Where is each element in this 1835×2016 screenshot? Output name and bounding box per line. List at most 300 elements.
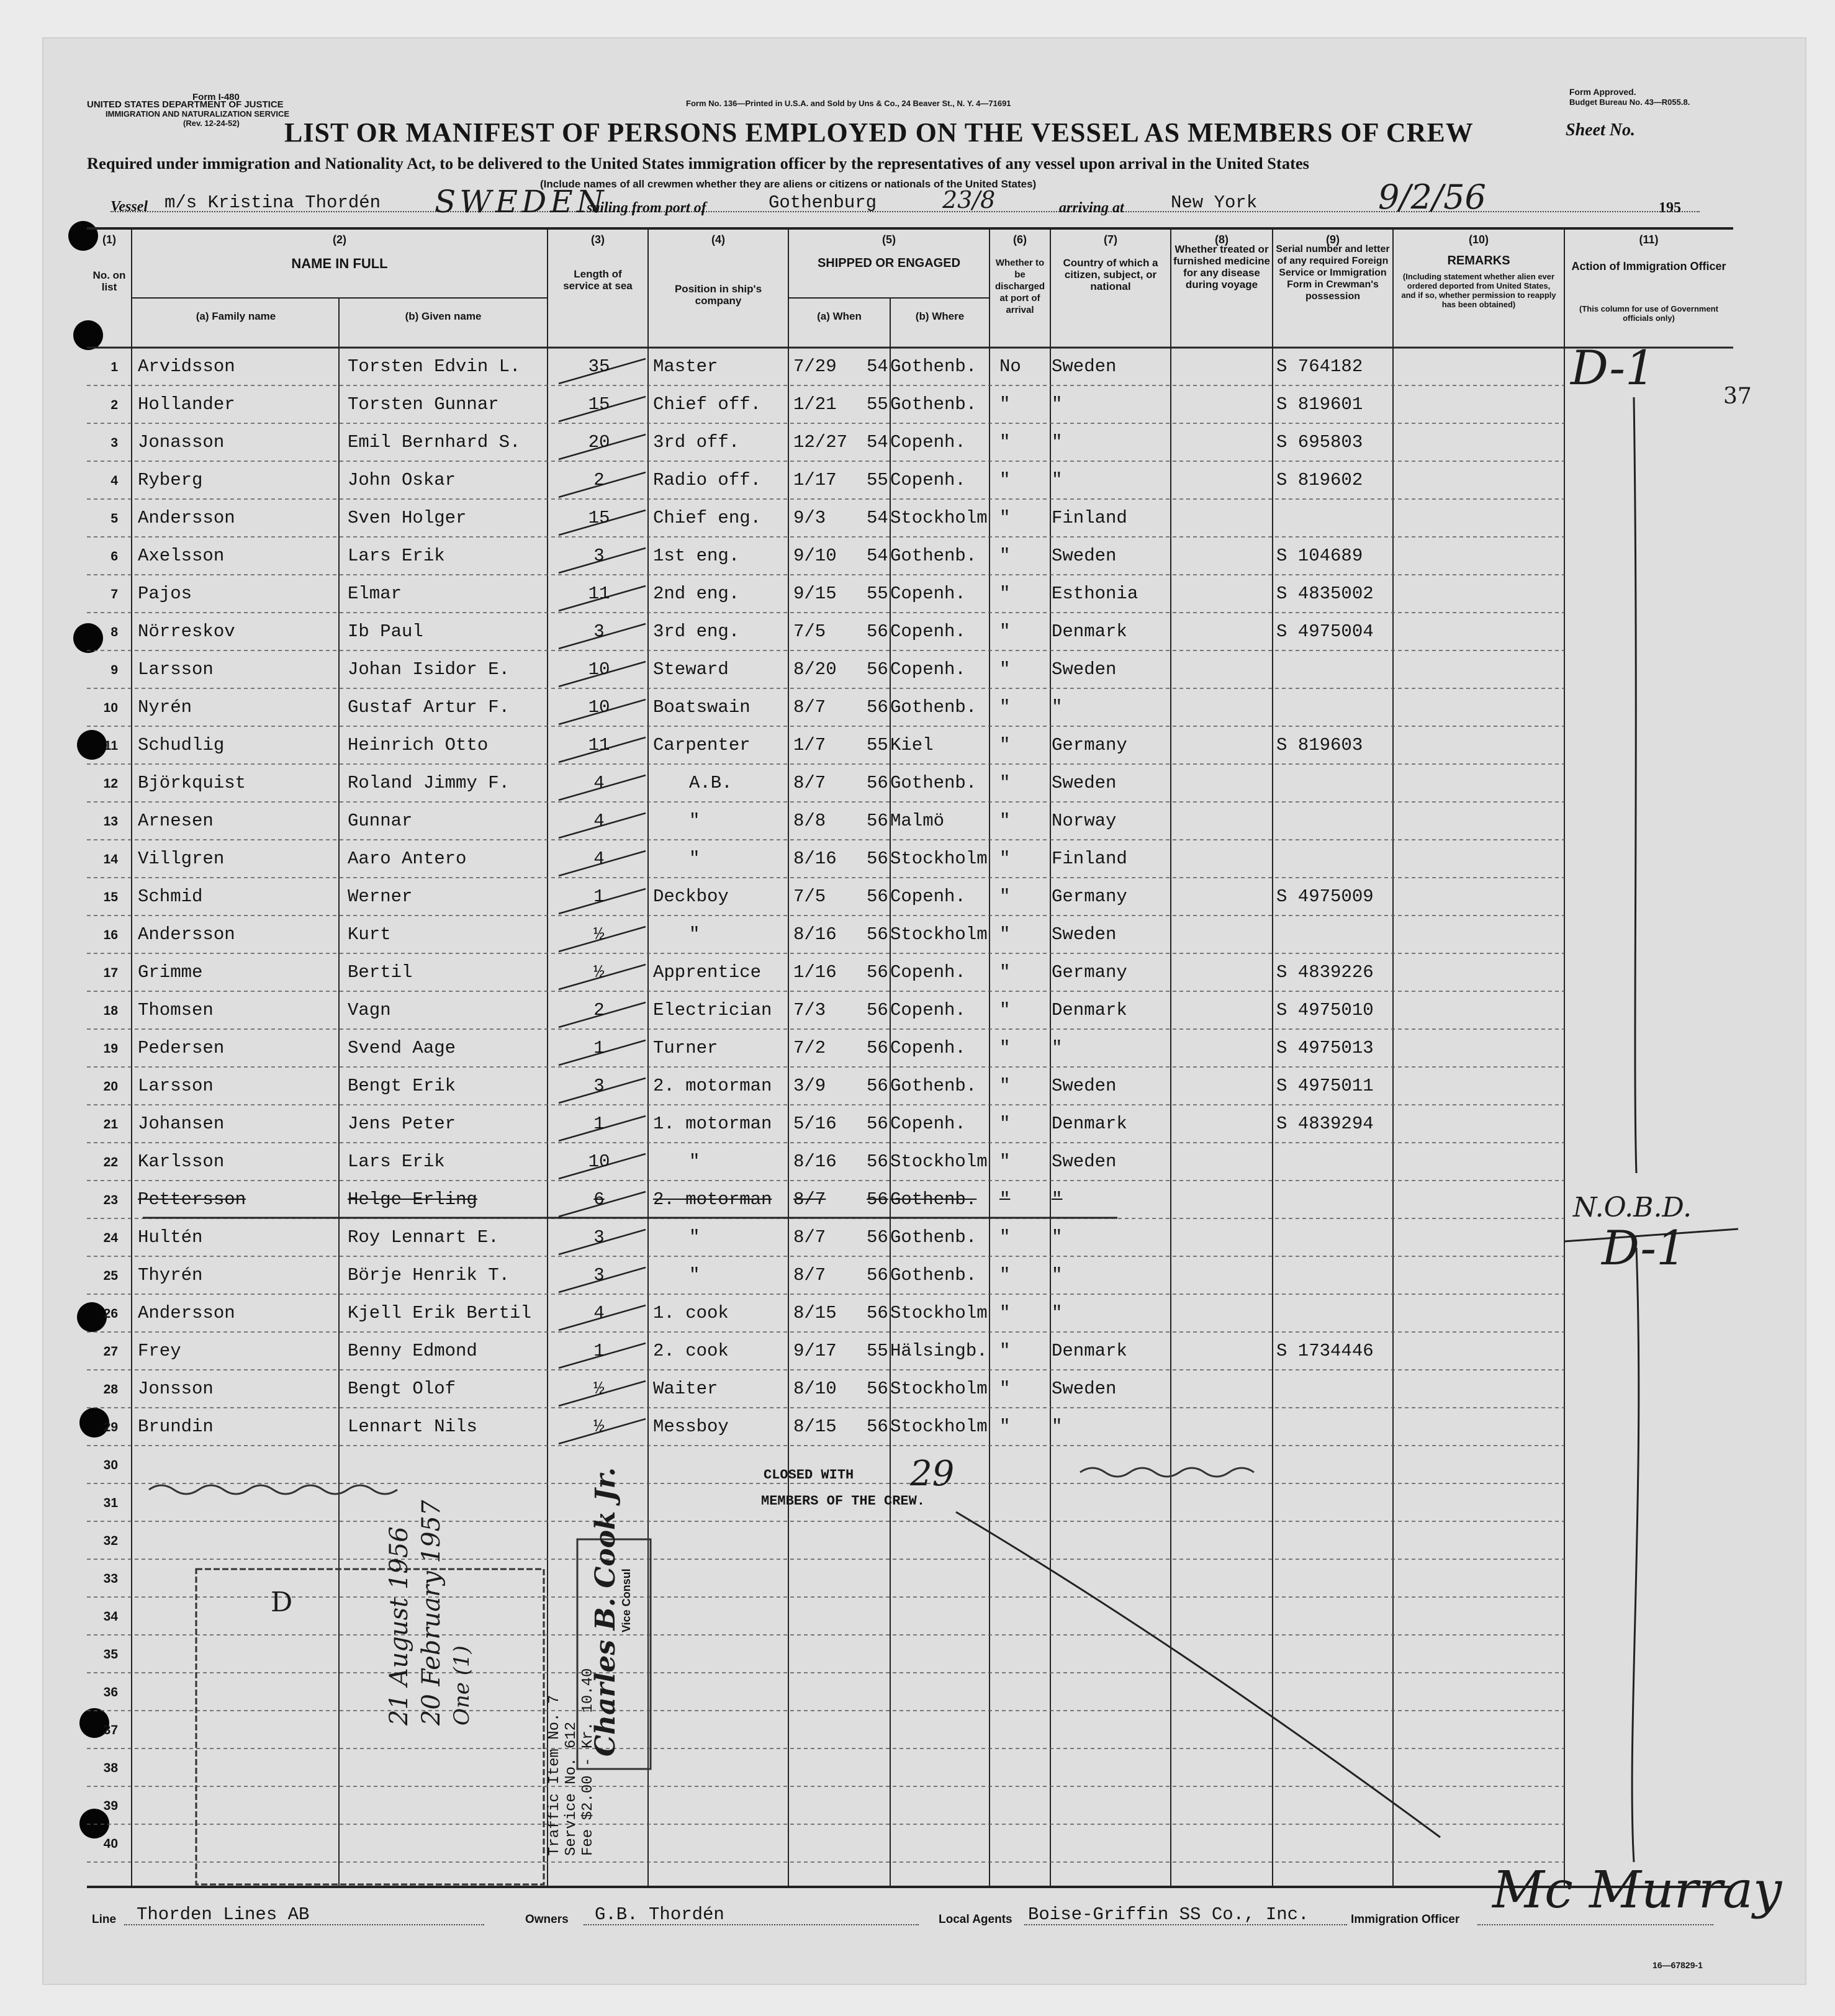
- family-name: Brundin: [138, 1416, 214, 1437]
- family-name: Johansen: [138, 1114, 225, 1134]
- given-name: Heinrich Otto: [348, 735, 489, 755]
- given-name: Roy Lennart E.: [348, 1227, 499, 1248]
- row-number: 22: [103, 1155, 118, 1169]
- shipped-where: Malmö: [890, 811, 945, 831]
- shipped-where: Stockholm: [890, 848, 988, 869]
- col-num-1: (1): [102, 233, 116, 246]
- consular-stamp: [372, 1500, 474, 1726]
- shipped-when: 7/2: [793, 1038, 826, 1058]
- row-number: 37: [103, 1723, 118, 1737]
- traffic-item: Traffic Item No. 7: [546, 1694, 563, 1856]
- length-of-service: 3: [593, 621, 605, 642]
- discharged: ": [999, 1341, 1011, 1361]
- shipped-year: 56: [867, 886, 888, 907]
- shipped-year: 56: [867, 1076, 888, 1096]
- shipped-year: 55: [867, 583, 888, 604]
- family-name: Pedersen: [138, 1038, 225, 1058]
- length-of-service: ½: [593, 962, 605, 983]
- header-action: Action of Immigration Officer: [1571, 260, 1726, 272]
- family-name: Larsson: [138, 1076, 214, 1096]
- shipped-year: 56: [867, 697, 888, 718]
- shipped-where: Gothenb.: [890, 546, 977, 566]
- col-num-3: (3): [591, 233, 605, 246]
- form-number: Form I-480: [192, 92, 240, 102]
- header-given-name: (b) Given name: [405, 310, 482, 322]
- length-of-service: 35: [588, 356, 610, 377]
- sail-date-handwritten: 23/8: [942, 186, 996, 214]
- length-of-service: 11: [588, 735, 610, 755]
- serial-number: S 695803: [1276, 432, 1363, 452]
- given-name: Börje Henrik T.: [348, 1265, 510, 1285]
- row-number: 35: [103, 1647, 118, 1662]
- family-name: Andersson: [138, 924, 235, 945]
- stamp-letter: D: [271, 1586, 293, 1618]
- shipped-where: Gothenb.: [890, 1265, 977, 1285]
- length-of-service: 11: [588, 583, 610, 604]
- shipped-when: 7/3: [793, 1000, 826, 1020]
- position: 1. cook: [653, 1303, 729, 1323]
- family-name: Andersson: [138, 508, 235, 528]
- shipped-when: 1/21: [793, 394, 837, 415]
- discharged: ": [999, 1114, 1011, 1134]
- serial-number: S 4839294: [1276, 1114, 1374, 1134]
- length-of-service: 2: [593, 1000, 605, 1020]
- shipped-where: Copenh.: [890, 1000, 966, 1020]
- family-name: Villgren: [138, 848, 225, 869]
- family-name: Larsson: [138, 659, 214, 680]
- row-number: 36: [103, 1685, 118, 1699]
- shipped-where: Gothenb.: [890, 1076, 977, 1096]
- length-of-service: 1: [593, 1341, 605, 1361]
- service-name: IMMIGRATION AND NATURALIZATION SERVICE: [106, 109, 290, 119]
- position: 2. motorman: [653, 1189, 772, 1210]
- row-number: 30: [103, 1458, 118, 1472]
- row-number: 29: [103, 1420, 118, 1434]
- shipped-year: 55: [867, 1341, 888, 1361]
- country: Denmark: [1052, 1341, 1127, 1361]
- row-number: 25: [103, 1269, 118, 1283]
- position: Master: [653, 356, 718, 377]
- country: Germany: [1052, 962, 1127, 983]
- position: ": [689, 1265, 700, 1285]
- header-country: Country of which a citizen, subject, or national: [1063, 257, 1158, 292]
- header-discharged: Whether to be discharged at port of arrival: [994, 258, 1045, 315]
- discharged: ": [999, 811, 1011, 831]
- stamp-date-2: 20 February 1957: [417, 1500, 446, 1726]
- shipped-when: 1/17: [793, 470, 837, 490]
- discharged: ": [999, 1151, 1011, 1172]
- action-d1-mid: D-1: [1602, 1220, 1687, 1276]
- shipped-where: Copenh.: [890, 432, 966, 452]
- given-name: Bengt Olof: [348, 1379, 456, 1399]
- shipped-year: 54: [867, 432, 888, 452]
- footer-code: 16—67829-1: [1652, 1960, 1703, 1970]
- department: UNITED STATES DEPARTMENT OF JUSTICE: [87, 99, 284, 110]
- discharged: ": [999, 1265, 1011, 1285]
- length-of-service: 10: [588, 1151, 610, 1172]
- discharged: ": [999, 470, 1011, 490]
- family-name: Björkquist: [138, 773, 246, 793]
- length-of-service: 2: [593, 470, 605, 490]
- position: ": [689, 1227, 700, 1248]
- shipped-when: 8/16: [793, 1151, 837, 1172]
- row-number: 17: [103, 966, 118, 980]
- row-number: 15: [103, 890, 118, 904]
- discharged: ": [999, 1379, 1011, 1399]
- row-number: 39: [103, 1799, 118, 1813]
- length-of-service: 4: [593, 1303, 605, 1323]
- country: Esthonia: [1052, 583, 1138, 604]
- given-name: Lars Erik: [348, 546, 445, 566]
- family-name: Arvidsson: [138, 356, 235, 377]
- length-of-service: 15: [588, 508, 610, 528]
- length-of-service: 3: [593, 1076, 605, 1096]
- given-name: Vagn: [348, 1000, 391, 1020]
- header-no-on-list: No. on list: [92, 269, 126, 293]
- header-family-name: (a) Family name: [196, 310, 276, 322]
- length-of-service: 3: [593, 1265, 605, 1285]
- stamp-date-3: One (1): [449, 1645, 474, 1726]
- discharged: ": [999, 886, 1011, 907]
- discharged: ": [999, 924, 1011, 945]
- shipped-year: 54: [867, 356, 888, 377]
- position: Steward: [653, 659, 729, 680]
- serial-number: S 4975013: [1276, 1038, 1374, 1058]
- stamp-date-1: 21 August 1956: [385, 1526, 413, 1726]
- length-of-service: 15: [588, 394, 610, 415]
- position: 2. motorman: [653, 1076, 772, 1096]
- discharged: ": [999, 394, 1011, 415]
- shipped-when: 1/16: [793, 962, 837, 983]
- position: Waiter: [653, 1379, 718, 1399]
- country: Sweden: [1052, 356, 1117, 377]
- country: Sweden: [1052, 1076, 1117, 1096]
- shipped-when: 7/29: [793, 356, 837, 377]
- shipped-when: 8/7: [793, 1265, 826, 1285]
- col-num-11: (11): [1639, 233, 1659, 246]
- shipped-when: 8/10: [793, 1379, 837, 1399]
- closed-with-label: CLOSED WITH: [764, 1467, 854, 1483]
- officer-signature: Mc Murray: [1492, 1861, 1782, 1920]
- row-number: 28: [103, 1382, 118, 1397]
- family-name: Pajos: [138, 583, 192, 604]
- shipped-when: 3/9: [793, 1076, 826, 1096]
- family-name: Jonasson: [138, 432, 225, 452]
- shipped-when: 8/8: [793, 811, 826, 831]
- fee-stamp: [546, 1668, 597, 1856]
- page-title: LIST OR MANIFEST OF PERSONS EMPLOYED ON THE VESSEL AS MEMBERS OF CREW: [284, 117, 1474, 148]
- col-num-9: (9): [1326, 233, 1340, 246]
- row-number: 4: [110, 474, 118, 488]
- discharged: ": [999, 508, 1011, 528]
- length-of-service: 1: [593, 1038, 605, 1058]
- year-label: 195: [1659, 200, 1681, 216]
- family-name: Nyrén: [138, 697, 192, 718]
- country: Denmark: [1052, 621, 1127, 642]
- country: Finland: [1052, 508, 1127, 528]
- shipped-year: 56: [867, 621, 888, 642]
- shipped-when: 8/7: [793, 1227, 826, 1248]
- row-number: 9: [110, 663, 118, 677]
- shipped-where: Stockholm: [890, 1303, 988, 1323]
- shipped-where: Gothenb.: [890, 773, 977, 793]
- row-number: 38: [103, 1761, 118, 1775]
- country: ": [1052, 1265, 1063, 1285]
- shipped-when: 7/5: [793, 886, 826, 907]
- serial-number: S 1734446: [1276, 1341, 1374, 1361]
- country: Sweden: [1052, 1151, 1117, 1172]
- shipped-year: 55: [867, 394, 888, 415]
- country: Sweden: [1052, 924, 1117, 945]
- closed-count: 29: [910, 1454, 955, 1494]
- col-num-6: (6): [1013, 233, 1027, 246]
- discharged: ": [999, 621, 1011, 642]
- consul-signature: [590, 1467, 632, 1757]
- family-name: Pettersson: [138, 1189, 246, 1210]
- given-name: Svend Aage: [348, 1038, 456, 1058]
- row-number: 12: [103, 776, 118, 791]
- country: Sweden: [1052, 546, 1117, 566]
- row-number: 10: [103, 701, 118, 715]
- discharged: ": [999, 1416, 1011, 1437]
- given-name: Torsten Edvin L.: [348, 356, 521, 377]
- header-length: Length of service at sea: [563, 268, 633, 292]
- shipped-when: 8/20: [793, 659, 837, 680]
- discharged: ": [999, 1303, 1011, 1323]
- agents-label: Local Agents: [939, 1913, 1012, 1926]
- printer-line: Form No. 136—Printed in U.S.A. and Sold by Uns & Co., 24 Beaver St., N. Y. 4—71691: [686, 99, 1011, 108]
- shipped-year: 56: [867, 659, 888, 680]
- given-name: Torsten Gunnar: [348, 394, 499, 415]
- col-num-10: (10): [1468, 233, 1489, 246]
- country: ": [1052, 1227, 1063, 1248]
- country: ": [1052, 432, 1063, 452]
- row-number: 19: [103, 1042, 118, 1056]
- country: Norway: [1052, 811, 1117, 831]
- owners-label: Owners: [525, 1913, 569, 1926]
- col-num-5: (5): [882, 233, 896, 246]
- line-label: Line: [92, 1913, 117, 1926]
- header-serial: Serial number and letter of any required Foreign Service or Immigration Form in Crewman's possession: [1276, 244, 1390, 302]
- country: ": [1052, 697, 1063, 718]
- serial-number: S 819603: [1276, 735, 1363, 755]
- action-d1-top: D-1: [1571, 340, 1656, 395]
- row-number: 31: [103, 1496, 118, 1510]
- discharged: ": [999, 432, 1011, 452]
- length-of-service: ½: [593, 924, 605, 945]
- given-name: Kurt: [348, 924, 391, 945]
- family-name: Schudlig: [138, 735, 225, 755]
- shipped-where: Copenh.: [890, 1114, 966, 1134]
- shipped-where: Stockholm: [890, 924, 988, 945]
- given-name: Gustaf Artur F.: [348, 697, 510, 718]
- shipped-where: Stockholm: [890, 1151, 988, 1172]
- position: Electrician: [653, 1000, 772, 1020]
- service-number: Service No. 612: [563, 1721, 580, 1856]
- country: ": [1052, 1303, 1063, 1323]
- header-when: (a) When: [817, 310, 862, 322]
- shipped-year: 56: [867, 1416, 888, 1437]
- position: Chief eng.: [653, 508, 762, 528]
- row-number: 7: [110, 587, 118, 601]
- length-of-service: 3: [593, 1227, 605, 1248]
- line-value: Thorden Lines AB: [137, 1904, 310, 1925]
- position: ": [689, 924, 700, 945]
- row-number: 6: [110, 549, 118, 564]
- given-name: Johan Isidor E.: [348, 659, 510, 680]
- shipped-where: Copenh.: [890, 886, 966, 907]
- row-number: 2: [110, 398, 118, 412]
- row-number: 23: [103, 1193, 118, 1207]
- col-num-8: (8): [1215, 233, 1229, 246]
- shipped-where: Stockholm: [890, 1379, 988, 1399]
- header-medicine: Whether treated or furnished medicine for any disease during voyage: [1173, 243, 1270, 290]
- col-num-2: (2): [333, 233, 346, 246]
- serial-number: S 764182: [1276, 356, 1363, 377]
- length-of-service: 20: [588, 432, 610, 452]
- row-number: 8: [110, 625, 118, 639]
- vice-consul-label: Vice Consul: [620, 1568, 633, 1632]
- row-number: 18: [103, 1004, 118, 1018]
- given-name: Kjell Erik Bertil: [348, 1303, 531, 1323]
- position: Deckboy: [653, 886, 729, 907]
- shipped-where: Copenh.: [890, 962, 966, 983]
- given-name: Helge Erling: [348, 1189, 477, 1210]
- serial-number: S 819601: [1276, 394, 1363, 415]
- row-number: 21: [103, 1117, 118, 1132]
- position: Apprentice: [653, 962, 762, 983]
- serial-number: S 4975011: [1276, 1076, 1374, 1096]
- shipped-where: Copenh.: [890, 470, 966, 490]
- length-of-service: ½: [593, 1416, 605, 1437]
- country: Germany: [1052, 886, 1127, 907]
- position: ": [689, 848, 700, 869]
- family-name: Frey: [138, 1341, 181, 1361]
- row-number: 40: [103, 1837, 118, 1851]
- discharged: No: [999, 356, 1021, 377]
- discharged: ": [999, 773, 1011, 793]
- row-number: 16: [103, 928, 118, 942]
- country: Denmark: [1052, 1114, 1127, 1134]
- length-of-service: 10: [588, 659, 610, 680]
- row-number: 27: [103, 1344, 118, 1359]
- shipped-when: 12/27: [793, 432, 848, 452]
- country: Germany: [1052, 735, 1127, 755]
- country: Finland: [1052, 848, 1127, 869]
- shipped-when: 8/16: [793, 848, 837, 869]
- subtitle-note: (Include names of all crewmen whether they are aliens or citizens or nationals of the United States): [540, 178, 1037, 190]
- length-of-service: ½: [593, 1379, 605, 1399]
- discharged: ": [999, 1227, 1011, 1248]
- discharged: ": [999, 848, 1011, 869]
- row-number: 1: [110, 360, 118, 374]
- serial-number: S 4835002: [1276, 583, 1374, 604]
- country: Sweden: [1052, 659, 1117, 680]
- shipped-where: Gothenb.: [890, 1189, 977, 1210]
- shipped-year: 56: [867, 1379, 888, 1399]
- shipped-where: Stockholm: [890, 1416, 988, 1437]
- shipped-when: 8/7: [793, 697, 826, 718]
- discharged: ": [999, 962, 1011, 983]
- given-name: Sven Holger: [348, 508, 467, 528]
- discharged: ": [999, 1038, 1011, 1058]
- family-name: Schmid: [138, 886, 203, 907]
- shipped-where: Gothenb.: [890, 1227, 977, 1248]
- shipped-year: 56: [867, 924, 888, 945]
- family-name: Andersson: [138, 1303, 235, 1323]
- country: Sweden: [1052, 1379, 1117, 1399]
- owners-value: G.B. Thordén: [595, 1904, 724, 1925]
- shipped-where: Gothenb.: [890, 394, 977, 415]
- shipped-year: 56: [867, 962, 888, 983]
- row-number: 20: [103, 1079, 118, 1094]
- members-label: MEMBERS OF THE CREW.: [761, 1493, 926, 1509]
- length-of-service: 4: [593, 773, 605, 793]
- country: ": [1052, 1189, 1063, 1210]
- position: Boatswain: [653, 697, 751, 718]
- position: ": [689, 811, 700, 831]
- country: ": [1052, 1416, 1063, 1437]
- shipped-year: 55: [867, 735, 888, 755]
- discharged: ": [999, 583, 1011, 604]
- family-name: Karlsson: [138, 1151, 225, 1172]
- budget-bureau: Budget Bureau No. 43—R055.8.: [1569, 97, 1690, 107]
- given-name: Ib Paul: [348, 621, 423, 642]
- shipped-where: Stockholm: [890, 508, 988, 528]
- row-number: 13: [103, 814, 118, 829]
- shipped-year: 56: [867, 1151, 888, 1172]
- shipped-when: 8/15: [793, 1416, 837, 1437]
- agents-value: Boise-Griffin SS Co., Inc.: [1028, 1904, 1309, 1925]
- family-name: Thomsen: [138, 1000, 214, 1020]
- discharged: ": [999, 1189, 1011, 1210]
- position: Radio off.: [653, 470, 762, 490]
- length-of-service: 1: [593, 1114, 605, 1134]
- discharged: ": [999, 1076, 1011, 1096]
- shipped-where: Copenh.: [890, 659, 966, 680]
- arrival-date-handwritten: 9/2/56: [1378, 178, 1486, 217]
- shipped-year: 56: [867, 1038, 888, 1058]
- length-of-service: 3: [593, 546, 605, 566]
- shipped-year: 56: [867, 811, 888, 831]
- given-name: Bengt Erik: [348, 1076, 456, 1096]
- shipped-year: 54: [867, 508, 888, 528]
- position: ": [689, 1151, 700, 1172]
- given-name: Gunnar: [348, 811, 413, 831]
- shipped-when: 8/7: [793, 1189, 826, 1210]
- discharged: ": [999, 1000, 1011, 1020]
- position: 3rd off.: [653, 432, 740, 452]
- arriving-label: arriving at: [1059, 200, 1124, 216]
- family-name: Hollander: [138, 394, 235, 415]
- position: Turner: [653, 1038, 718, 1058]
- shipped-when: 9/10: [793, 546, 837, 566]
- sailing-label: sailing from port of: [587, 200, 706, 216]
- family-name: Axelsson: [138, 546, 225, 566]
- shipped-where: Kiel: [890, 735, 934, 755]
- fees: Fee $2.00 - Kr. 10.40: [580, 1668, 597, 1856]
- page-number-37: 37: [1723, 384, 1752, 409]
- given-name: Roland Jimmy F.: [348, 773, 510, 793]
- row-number: 5: [110, 511, 118, 526]
- position: 1. motorman: [653, 1114, 772, 1134]
- position: Messboy: [653, 1416, 729, 1437]
- shipped-when: 1/7: [793, 735, 826, 755]
- shipped-year: 56: [867, 1303, 888, 1323]
- given-name: John Oskar: [348, 470, 456, 490]
- position: Chief off.: [653, 394, 762, 415]
- family-name: Nörreskov: [138, 621, 235, 642]
